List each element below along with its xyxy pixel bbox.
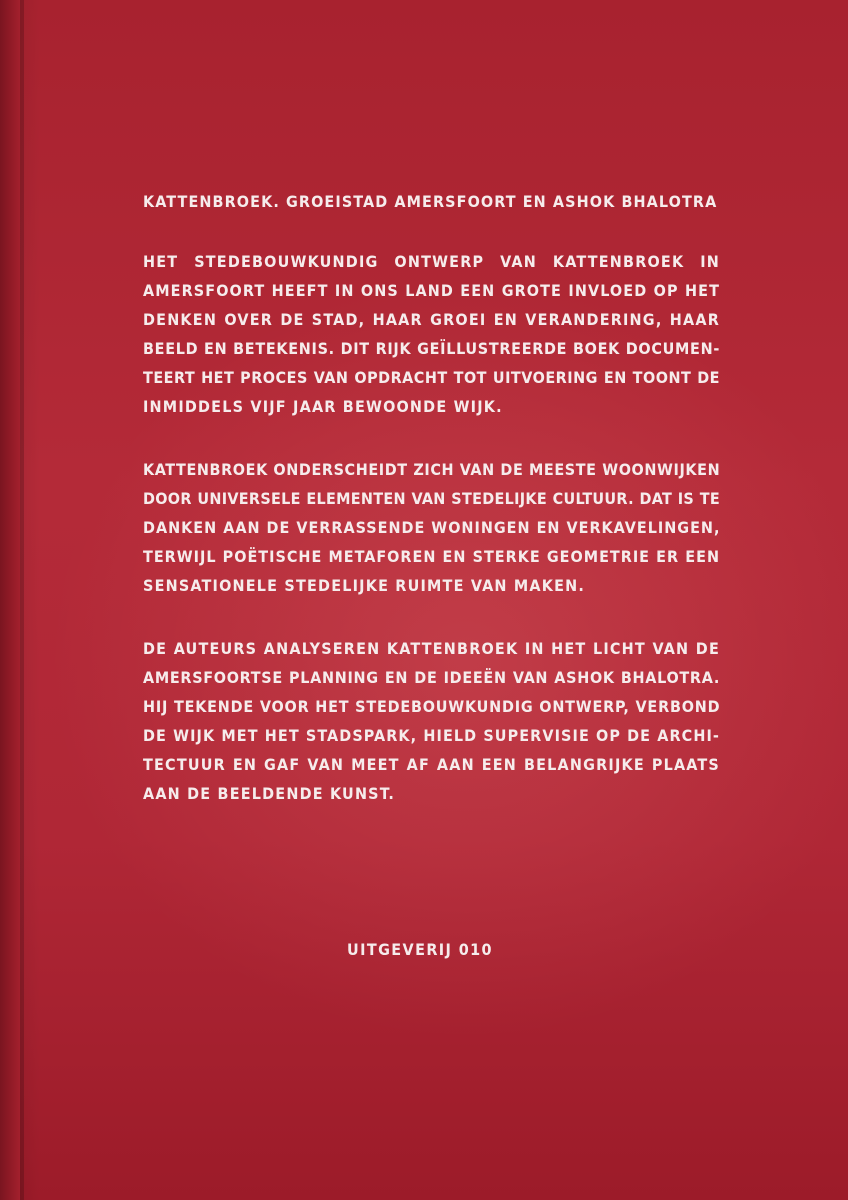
spine-edge <box>0 0 20 1200</box>
paragraph-line: DOOR UNIVERSELE ELEMENTEN VAN STEDELIJKE CULTUUR. DAT IS TE <box>143 489 720 508</box>
paragraph-line: AAN DE BEELDENDE KUNST. <box>143 784 396 803</box>
paragraph-line: TECTUUR EN GAF VAN MEET AF AAN EEN BELANGRIJKE PLAATS <box>143 755 720 774</box>
publisher-name: UITGEVERIJ 010 <box>347 940 493 959</box>
paragraph-line: DE AUTEURS ANALYSEREN KATTENBROEK IN HET LICHT VAN DE <box>143 639 720 658</box>
book-title: KATTENBROEK. GROEISTAD AMERSFOORT EN ASHOK BHALOTRA <box>143 192 718 211</box>
paragraph-line: AMERSFOORT HEEFT IN ONS LAND EEN GROTE INVLOED OP HET <box>143 281 720 300</box>
paragraph-line: TEERT HET PROCES VAN OPDRACHT TOT UITVOERING EN TOONT DE <box>143 368 720 387</box>
paragraph-line: TERWIJL POËTISCHE METAFOREN EN STERKE GEOMETRIE ER EEN <box>143 547 720 566</box>
paragraph-line: SENSATIONELE STEDELIJKE RUIMTE VAN MAKEN. <box>143 576 586 595</box>
paragraph-1 <box>143 247 720 421</box>
paragraph-line: DE WIJK MET HET STADSPARK, HIELD SUPERVISIE OP DE ARCHI- <box>143 726 720 745</box>
paragraph-3 <box>143 634 720 808</box>
paragraph-line: KATTENBROEK ONDERSCHEIDT ZICH VAN DE MEESTE WOONWIJKEN <box>143 460 721 479</box>
publisher-name-wrap <box>0 940 848 959</box>
paragraph-line: DANKEN AAN DE VERRASSENDE WONINGEN EN VERKAVELINGEN, <box>143 518 721 537</box>
paragraph-line: INMIDDELS VIJF JAAR BEWOONDE WIJK. <box>143 397 503 416</box>
paragraph-2 <box>143 455 720 600</box>
paragraph-line: HET STEDEBOUWKUNDIG ONTWERP VAN KATTENBROEK IN <box>143 252 720 271</box>
paragraph-line: AMERSFOORTSE PLANNING EN DE IDEEËN VAN ASHOK BHALOTRA. <box>143 668 720 687</box>
paragraph-line: HIJ TEKENDE VOOR HET STEDEBOUWKUNDIG ONTWERP, VERBOND <box>143 697 721 716</box>
spine-groove <box>20 0 24 1200</box>
paragraph-line: BEELD EN BETEKENIS. DIT RIJK GEÏLLUSTREERDE BOEK DOCUMEN- <box>143 339 720 358</box>
blurb-text-block <box>143 187 720 842</box>
paragraph-line: DENKEN OVER DE STAD, HAAR GROEI EN VERANDERING, HAAR <box>143 310 720 329</box>
